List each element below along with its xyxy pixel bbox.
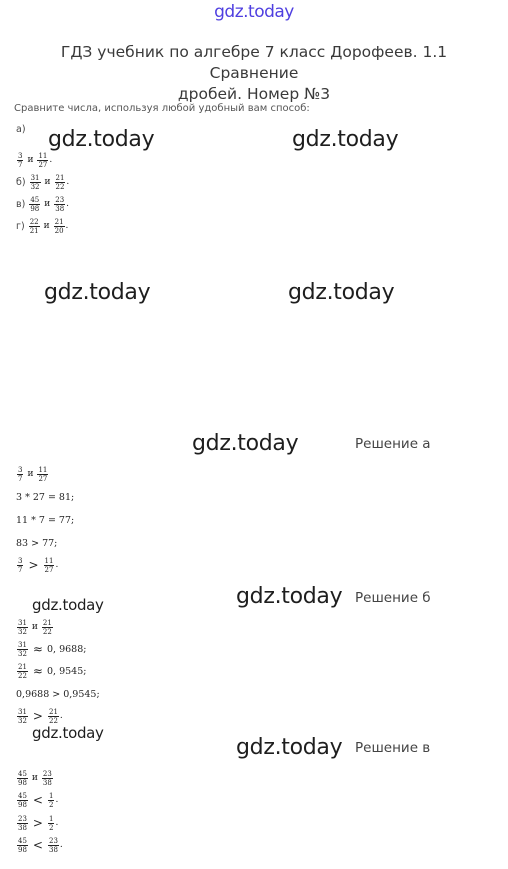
fraction: $\frac{1}{2}$ xyxy=(48,814,54,832)
fraction: $\frac{11}{27}$ xyxy=(44,556,54,574)
fraction: $\frac{23}{38}$ xyxy=(55,195,65,213)
task-text: Сравните числа, используя любой удобный вам способ: xyxy=(14,103,310,114)
site-logo[interactable]: gdz.today xyxy=(214,2,294,22)
solution-b-line-3: $\frac{21}{22}$ ≈ 0, 9545; xyxy=(18,662,87,680)
solution-a-line-4: 83 > 77; xyxy=(16,537,58,549)
watermark: gdz.today xyxy=(48,127,155,152)
title-line-2: дробей. Номер №3 xyxy=(177,85,331,103)
solution-v-line-2: $\frac{45}{98}$ < $\frac{1}{2}$ . xyxy=(18,791,59,809)
fraction: $\frac{31}{32}$ xyxy=(30,173,40,191)
solution-v-line-1: $\frac{45}{98}$ и $\frac{23}{38}$ xyxy=(18,769,52,787)
solution-a-line-1: $\frac{3}{7}$ и $\frac{11}{27}$ xyxy=(18,465,48,483)
fraction: $\frac{11}{27}$ xyxy=(38,465,48,483)
watermark: gdz.today xyxy=(292,127,399,152)
watermark: gdz.today xyxy=(32,724,104,742)
solution-b-line-4: 0,9688 > 0,9545; xyxy=(16,688,100,700)
fraction: $\frac{11}{27}$ xyxy=(38,151,48,169)
solution-a-heading: Решение а xyxy=(355,436,431,452)
task-label-a: а) xyxy=(16,124,26,135)
solution-a-line-2: 3 * 27 = 81; xyxy=(16,491,75,503)
fraction: $\frac{3}{7}$ xyxy=(18,151,23,169)
fraction: $\frac{45}{98}$ xyxy=(30,195,40,213)
solution-b-line-1: $\frac{31}{32}$ и $\frac{21}{22}$ xyxy=(18,618,52,636)
solution-a-line-3: 11 * 7 = 77; xyxy=(16,514,75,526)
fraction: $\frac{45}{98}$ xyxy=(18,769,27,787)
watermark: gdz.today xyxy=(32,596,104,614)
solution-b-line-5: $\frac{31}{32}$ > $\frac{21}{22}$ . xyxy=(18,707,63,725)
fraction: $\frac{31}{32}$ xyxy=(18,640,27,658)
solution-v-line-4: $\frac{45}{98}$ < $\frac{23}{38}$ . xyxy=(18,836,63,854)
solution-a-line-5: $\frac{3}{7}$ > $\frac{11}{27}$ . xyxy=(18,556,59,574)
task-item-b: б) $\frac{31}{32}$ и $\frac{21}{22}$ . xyxy=(16,173,70,191)
fraction: $\frac{23}{38}$ xyxy=(42,769,52,787)
watermark: gdz.today xyxy=(288,280,395,305)
fraction: $\frac{21}{22}$ xyxy=(55,173,65,191)
fraction: $\frac{45}{98}$ xyxy=(18,836,27,854)
solution-b-line-2: $\frac{31}{32}$ ≈ 0, 9688; xyxy=(18,640,87,658)
fraction: $\frac{31}{32}$ xyxy=(18,618,27,636)
watermark: gdz.today xyxy=(192,431,299,456)
task-item-g: г) $\frac{22}{21}$ и $\frac{21}{20}$ . xyxy=(16,217,69,235)
watermark: gdz.today xyxy=(236,584,343,609)
watermark: gdz.today xyxy=(236,735,343,760)
fraction: $\frac{3}{7}$ xyxy=(18,465,23,483)
fraction: $\frac{31}{32}$ xyxy=(18,707,27,725)
fraction: $\frac{23}{38}$ xyxy=(48,836,58,854)
solution-v-line-3: $\frac{23}{38}$ > $\frac{1}{2}$ . xyxy=(18,814,59,832)
fraction: $\frac{45}{98}$ xyxy=(18,791,27,809)
watermark: gdz.today xyxy=(44,280,151,305)
fraction: $\frac{21}{22}$ xyxy=(48,707,58,725)
fraction: $\frac{22}{21}$ xyxy=(29,217,39,235)
solution-v-heading: Решение в xyxy=(355,740,431,756)
fraction: $\frac{1}{2}$ xyxy=(48,791,54,809)
fraction: $\frac{23}{38}$ xyxy=(18,814,27,832)
task-item-a: $\frac{3}{7}$ и $\frac{11}{27}$ . xyxy=(18,151,53,169)
solution-b-heading: Решение б xyxy=(355,590,431,606)
fraction: $\frac{21}{22}$ xyxy=(42,618,52,636)
fraction: $\frac{21}{22}$ xyxy=(18,662,27,680)
title-line-1: ГДЗ учебник по алгебре 7 класс Дорофеев. 1.1 Сравнение xyxy=(60,43,448,82)
fraction: $\frac{3}{7}$ xyxy=(18,556,23,574)
page-title xyxy=(20,42,488,105)
task-item-v: в) $\frac{45}{98}$ и $\frac{23}{38}$ . xyxy=(16,195,70,213)
fraction: $\frac{21}{20}$ xyxy=(54,217,64,235)
